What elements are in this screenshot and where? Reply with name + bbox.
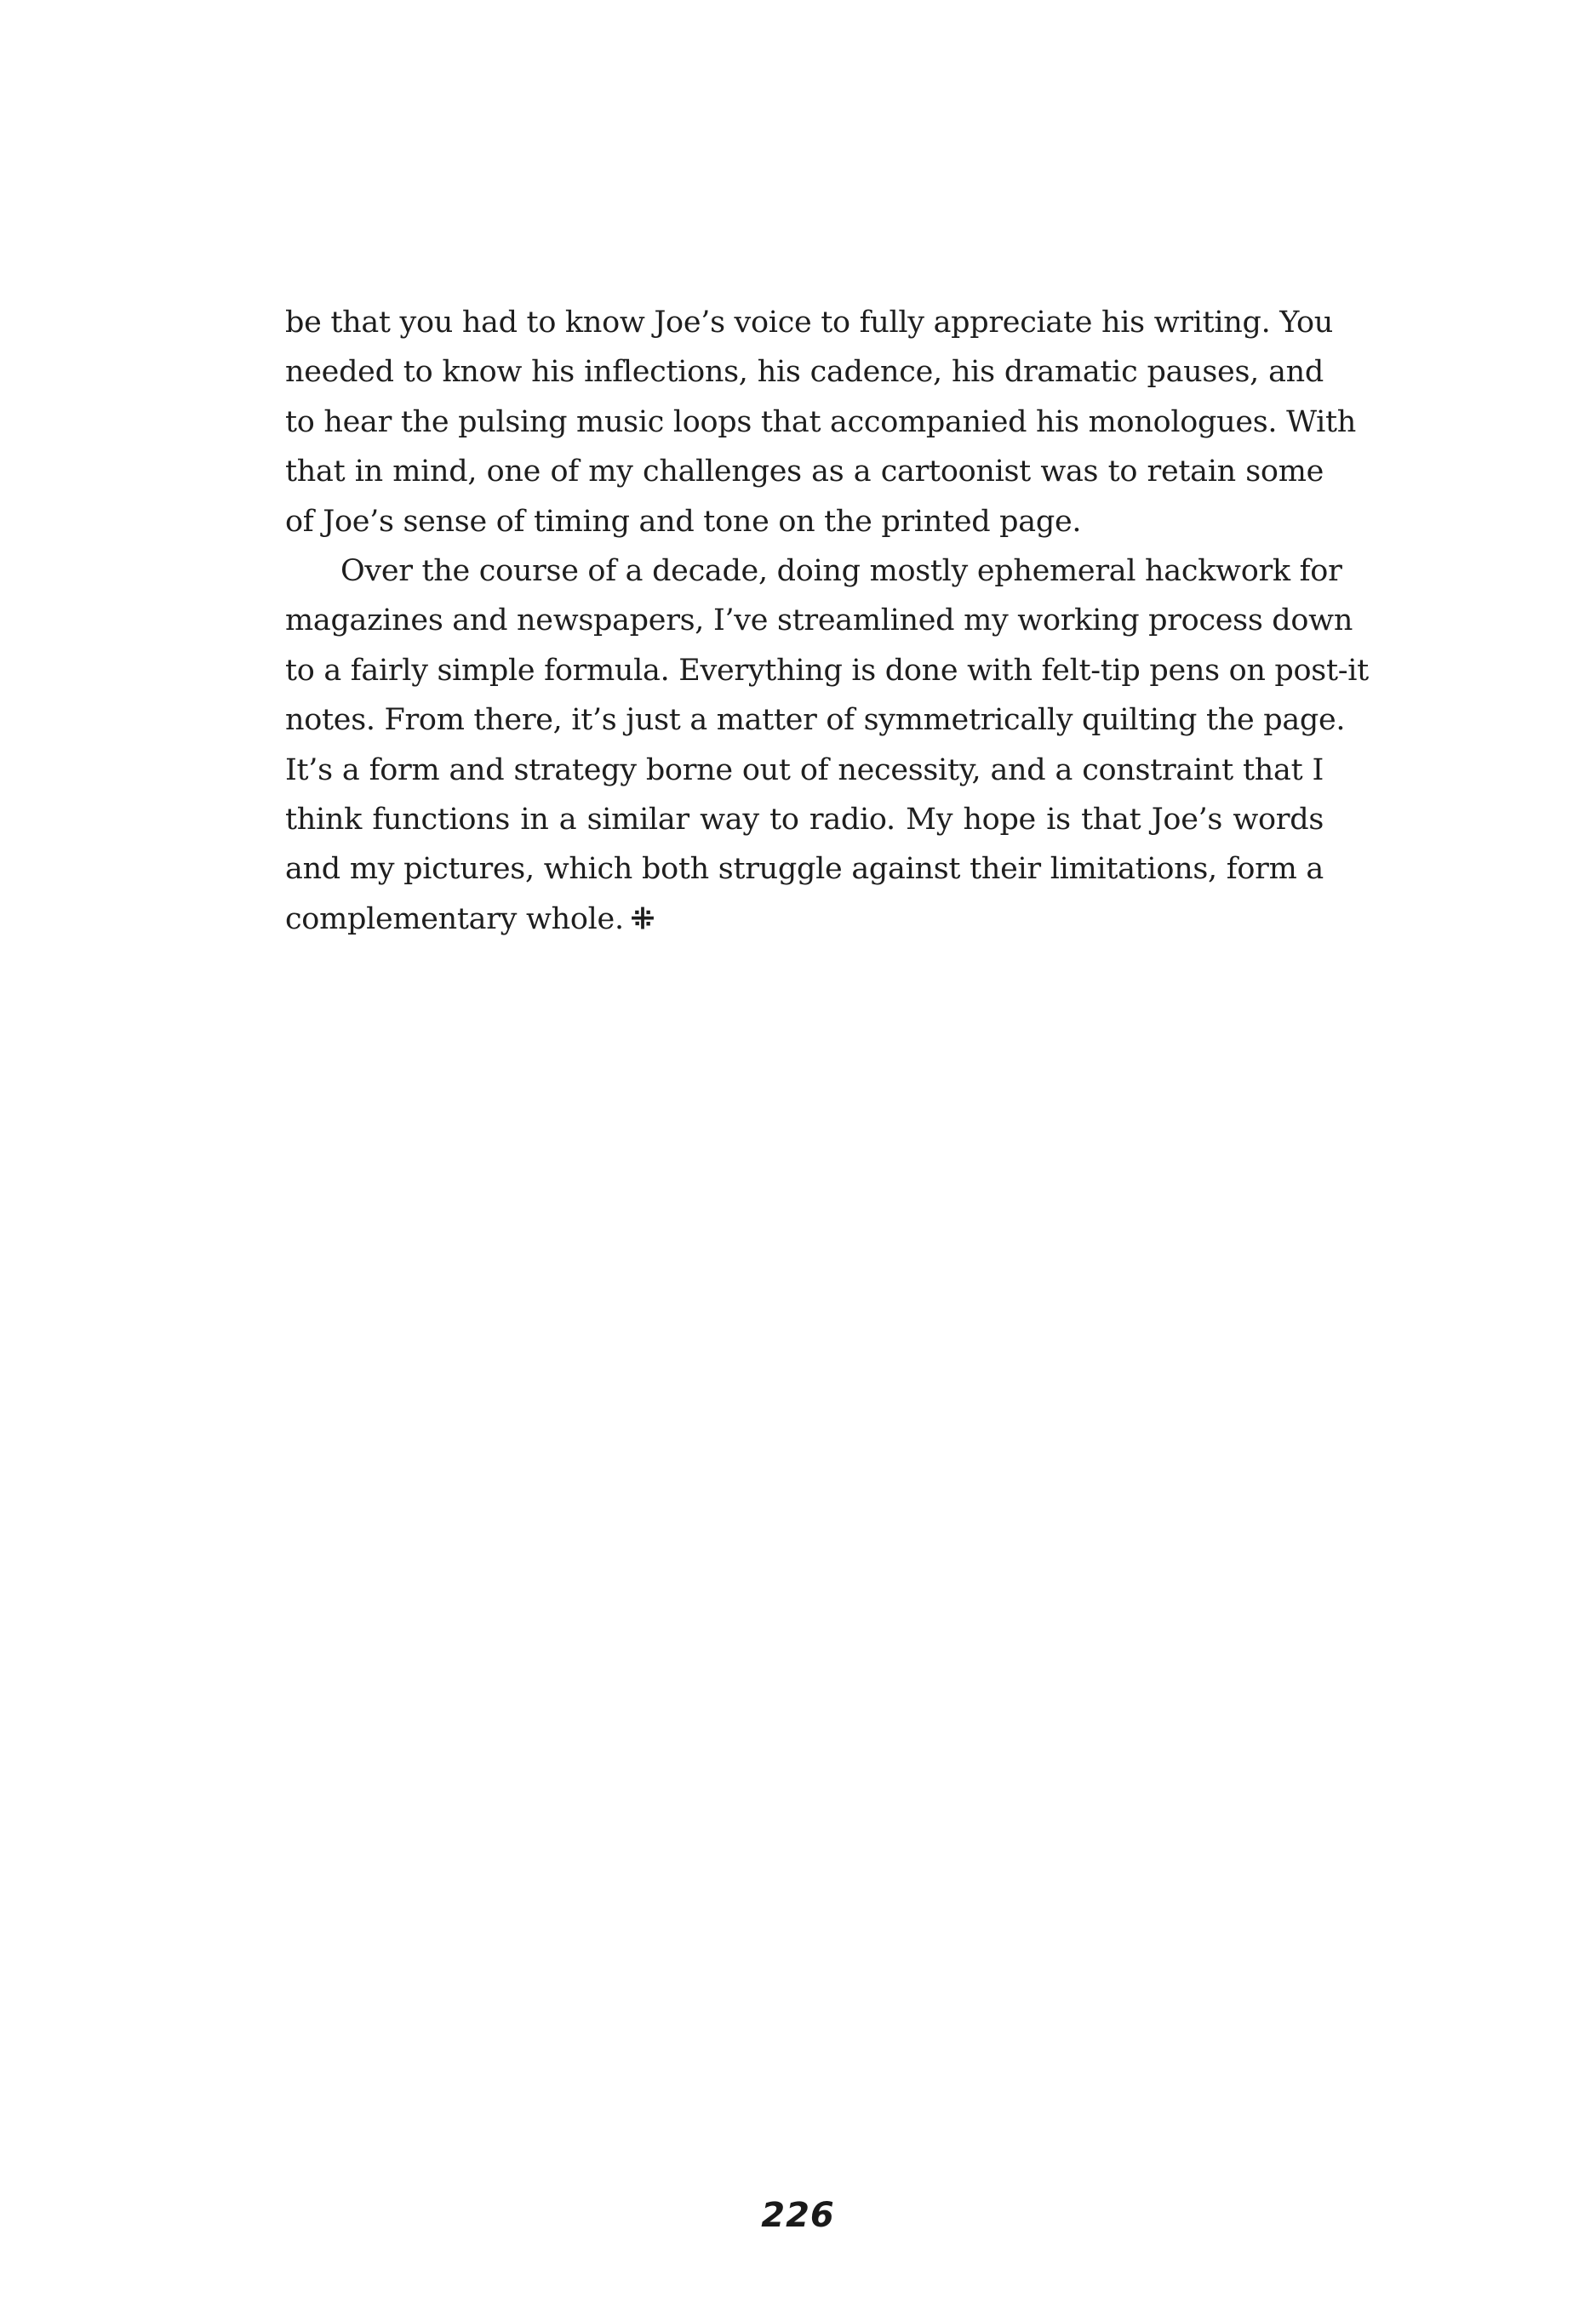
- text-line: to a fairly simple formula. Everything is done with felt-tip pens on post-it: [285, 653, 1369, 688]
- text-line: to hear the pulsing music loops that accompanied his monologues. With: [285, 404, 1357, 439]
- text-line: think functions in a similar way to radio. My hope is that Joe’s words: [285, 802, 1324, 837]
- text-line-final: [285, 895, 1324, 944]
- text-line: needed to know his inflections, his cadence, his dramatic pauses, and: [285, 355, 1324, 390]
- text-line: Over the course of a decade, doing mostly ephemeral hackwork for: [340, 553, 1342, 588]
- text-line: magazines and newspapers, I’ve streamlined my working process down: [285, 603, 1353, 638]
- text-line: notes. From there, it’s just a matter of symmetrically quilting the page.: [285, 703, 1346, 738]
- page-number: 226: [761, 2196, 835, 2235]
- body-text: [285, 298, 1369, 944]
- paragraph-1: [285, 298, 1357, 546]
- final-line-text: complementary whole.: [285, 901, 624, 936]
- text-line: and my pictures, which both struggle against their limitations, form a: [285, 852, 1324, 887]
- text-line: of Joe’s sense of timing and tone on the printed page.: [285, 504, 1082, 539]
- text-line: be that you had to know Joe’s voice to fully appreciate his writing. You: [285, 306, 1334, 340]
- paragraph-2: [285, 546, 1369, 944]
- text-line: It’s a form and strategy borne out of necessity, and a constraint that I: [285, 752, 1324, 787]
- text-line: that in mind, one of my challenges as a cartoonist was to retain some: [285, 454, 1324, 489]
- end-mark-icon: ⁜: [630, 901, 655, 936]
